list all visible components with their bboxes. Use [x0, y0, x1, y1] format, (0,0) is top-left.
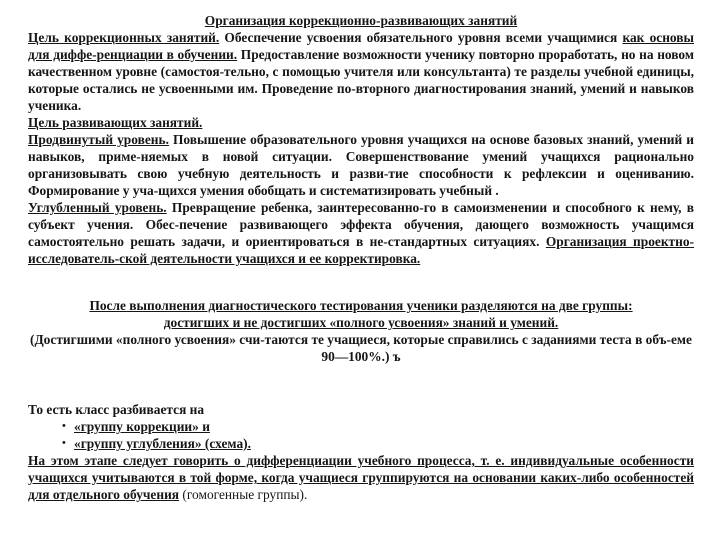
paragraph-advanced-level [28, 131, 694, 199]
paragraph-developing-goal-heading [28, 114, 694, 131]
text-segment: Повышение образовательного уровня учащихся на основе базовых знаний, умений и навыков, приме-няемых в новой ситуации. Совершенствование умений учащихся рационально организовывать свою учебную деятельность и разви-тие способности к рефлексии и оцениванию. Формирование у уча-щихся умения обобщать и систематизировать учебный . [28, 132, 694, 198]
paragraph-indepth-level [28, 199, 694, 267]
bullet-icon: • [62, 420, 66, 432]
text-segment: Превращение ребенка, заинтересованно-го в самоизменении и способного к нему, в субъект учения. Обес-печение развивающего эффекта обучения, дающего возможность учащимся самостоятельно решать задачи, и ориентироваться в не-стандартных ситуациях. [28, 200, 694, 249]
text-segment: Предоставление возможности ученику повторно проработать, но на новом качественном уровне (самостоя-тельно, с помощью учителя или консультанта) те разделы учебной единицы, которые остались не усвоенными им. Проведение по-вторного диагностирования знаний, умений и навыков ученика. [28, 47, 694, 113]
paragraph-differentiation-conclusion [28, 452, 694, 503]
text-segment: Продвинутый уровень. [28, 132, 169, 147]
text-segment: На этом этапе следует говорить о дифференциации учебного процесса, т. е. индивидуальные особенности учащихся учитываются в той форме, когда учащиеся группируются на основании каких-либо особенностей для отдельного обучения [28, 453, 694, 502]
text-segment: Обеспечение усвоения обязательного уровня всеми учащимися [219, 30, 623, 45]
text-segment: (Достигшими «полного усвоения» счи-таются те учащиеся, которые справились с заданиями теста в объ-еме 90—100%.) ъ [30, 332, 692, 364]
text-segment: как основы для диффе-ренциации в обучении. [28, 30, 694, 62]
text-segment: То есть класс разбивается на [28, 402, 205, 417]
centered-testing-statement [28, 297, 694, 365]
text-segment: «группу коррекции» и [74, 419, 210, 434]
text-segment: Организация проектно-исследователь-ской деятельности учащихся и ее корректировка. [28, 234, 695, 266]
text-segment: Углубленный уровень. [28, 200, 167, 215]
text-segment: (гомогенные группы). [179, 487, 308, 502]
document-title: Организация коррекционно-развивающих занятий [204, 13, 518, 28]
text-segment: После выполнения диагностического тестирования ученики разделяются на две группы: [89, 298, 633, 313]
text-segment: Цель развивающих занятий. [28, 115, 203, 130]
paragraph-correction-goal [28, 29, 694, 114]
text-segment: «группу углубления» (схема). [74, 436, 251, 451]
text-segment: достигших и не достигших «полного усвоения» знаний и умений. [163, 315, 559, 330]
list-item-indepth-group [28, 435, 694, 452]
list-item-correction-group [28, 418, 694, 435]
text-segment: Цель коррекционных занятий. [28, 30, 220, 45]
list-intro [28, 401, 694, 418]
bullet-icon: • [62, 437, 66, 449]
